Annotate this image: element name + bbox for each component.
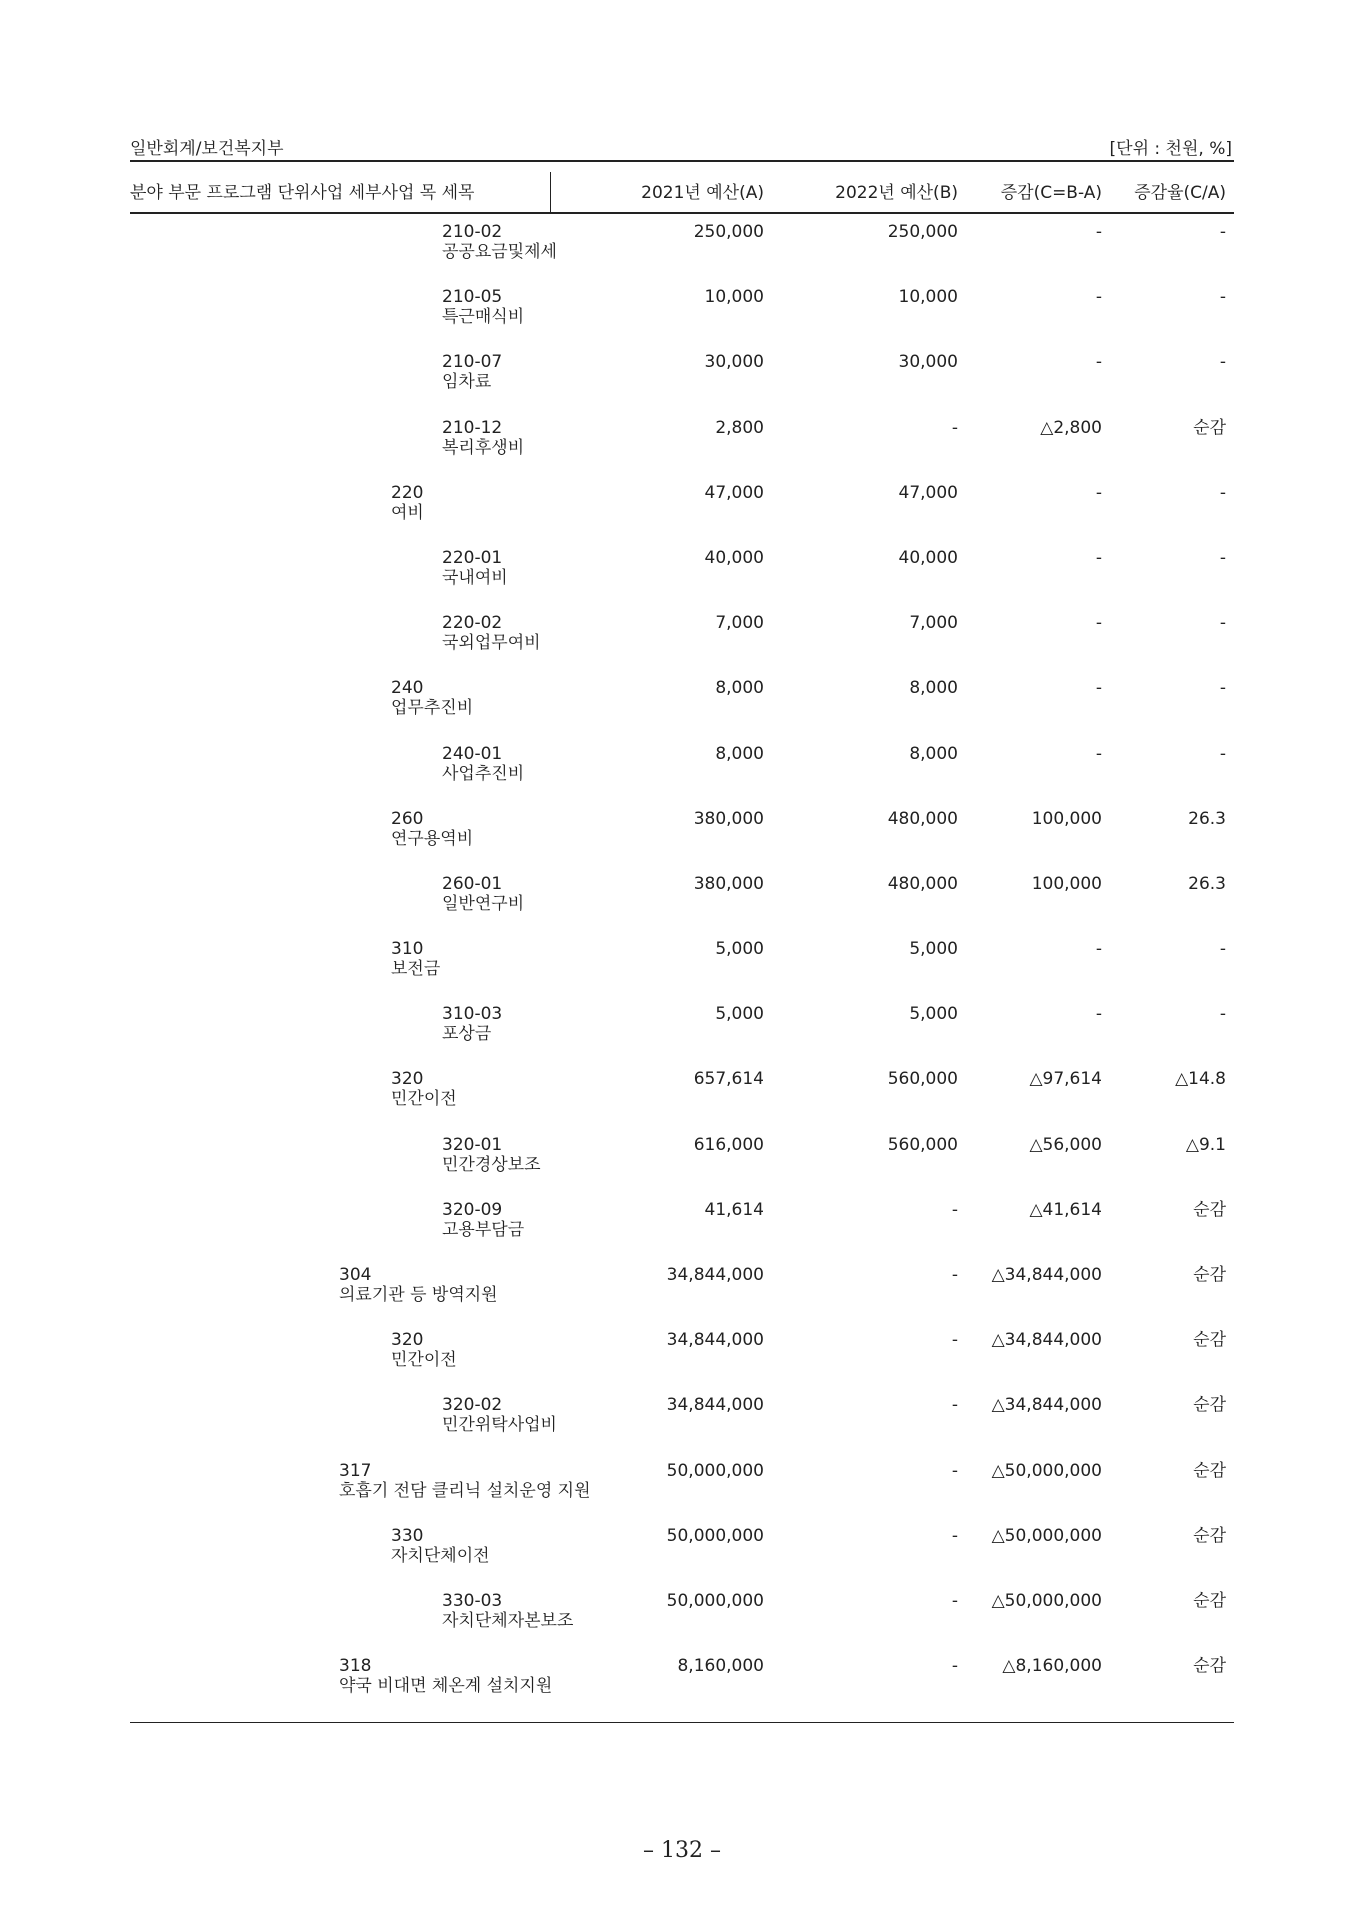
- row-2021-budget: 8,160,000: [677, 1656, 764, 1677]
- row-change: △2,800: [1040, 417, 1102, 438]
- table-row: [130, 874, 1234, 939]
- table-row: [130, 1656, 1234, 1721]
- table-row: [130, 1330, 1234, 1395]
- row-change: -: [1095, 287, 1102, 308]
- table-row: [130, 744, 1234, 809]
- row-change: △97,614: [1029, 1069, 1102, 1090]
- row-code: 320: [391, 1330, 424, 1351]
- row-change: -: [1095, 1004, 1102, 1025]
- row-code: 310-03: [442, 1004, 503, 1025]
- row-2021-budget: 7,000: [715, 613, 764, 634]
- row-name: 고용부담금: [442, 1219, 525, 1240]
- row-2021-budget: 47,000: [704, 482, 764, 503]
- row-code: 320-02: [442, 1395, 503, 1416]
- row-2022-budget: 7,000: [909, 613, 958, 634]
- row-2021-budget: 8,000: [715, 678, 764, 699]
- row-change-rate: -: [1219, 547, 1226, 568]
- row-change: -: [1095, 613, 1102, 634]
- row-2021-budget: 250,000: [693, 222, 764, 242]
- row-code: 320-01: [442, 1134, 503, 1155]
- row-change-rate: -: [1219, 939, 1226, 960]
- row-change: △8,160,000: [1002, 1656, 1102, 1677]
- row-change-rate: 순감: [1193, 1590, 1226, 1611]
- row-2021-budget: 5,000: [715, 1004, 764, 1025]
- row-change: △34,844,000: [991, 1395, 1102, 1416]
- table-row: [130, 1395, 1234, 1460]
- row-change-rate: 순감: [1193, 1525, 1226, 1546]
- row-name: 일반연구비: [442, 893, 525, 914]
- row-2022-budget: 47,000: [898, 482, 958, 503]
- table-row: [130, 287, 1234, 352]
- header-change: 증감(C=B-A): [1000, 183, 1102, 203]
- row-change-rate: 26.3: [1188, 873, 1226, 894]
- account-ministry-label: 일반회계/보건복지부: [130, 139, 284, 159]
- row-2022-budget: 5,000: [909, 1004, 958, 1025]
- row-change-rate: 순감: [1193, 1330, 1226, 1351]
- row-change: -: [1095, 743, 1102, 764]
- row-change: △50,000,000: [991, 1460, 1102, 1481]
- row-change-rate: 순감: [1193, 1656, 1226, 1677]
- row-change-rate: -: [1219, 287, 1226, 308]
- row-name: 자치단체이전: [391, 1545, 490, 1566]
- row-change: △50,000,000: [991, 1525, 1102, 1546]
- document-page: [130, 0, 1234, 1920]
- row-change: -: [1095, 678, 1102, 699]
- header-hierarchy: 분야 부문 프로그램 단위사업 세부사업 목 세목: [130, 183, 475, 203]
- row-change-rate: 순감: [1193, 1460, 1226, 1481]
- row-code: 210-07: [442, 352, 503, 373]
- row-change: -: [1095, 939, 1102, 960]
- row-code: 260: [391, 808, 424, 829]
- row-code: 220-02: [442, 613, 503, 634]
- table-row: [130, 1004, 1234, 1069]
- table-caption: [130, 134, 1234, 159]
- row-2021-budget: 30,000: [704, 352, 764, 373]
- page-number: – 132 –: [643, 1838, 721, 1863]
- row-change-rate: 순감: [1193, 417, 1226, 438]
- row-change-rate: △9.1: [1185, 1134, 1226, 1155]
- row-2022-budget: 480,000: [887, 873, 958, 894]
- row-2022-budget: 10,000: [898, 287, 958, 308]
- table-bottom-rule: [130, 1722, 1234, 1723]
- row-change: -: [1095, 352, 1102, 373]
- row-2021-budget: 50,000,000: [666, 1460, 764, 1481]
- unit-label: [단위 : 천원, %]: [1109, 139, 1232, 159]
- row-name: 공공요금및제세: [442, 242, 557, 262]
- row-name: 민간이전: [391, 1350, 457, 1371]
- row-2021-budget: 40,000: [704, 547, 764, 568]
- row-2021-budget: 380,000: [693, 873, 764, 894]
- row-code: 304: [339, 1265, 372, 1285]
- row-code: 240: [391, 678, 424, 699]
- row-change-rate: -: [1219, 743, 1226, 764]
- row-code: 318: [339, 1656, 372, 1677]
- row-2021-budget: 657,614: [693, 1069, 764, 1090]
- row-2022-budget: -: [951, 1525, 958, 1546]
- row-2022-budget: -: [951, 1330, 958, 1351]
- row-2021-budget: 380,000: [693, 808, 764, 829]
- row-name: 포상금: [442, 1024, 492, 1045]
- table-row: [130, 1461, 1234, 1526]
- row-code: 317: [339, 1460, 372, 1481]
- table-row: [130, 483, 1234, 548]
- row-change: △34,844,000: [991, 1330, 1102, 1351]
- row-name: 복리후생비: [442, 437, 525, 458]
- table-row: [130, 418, 1234, 483]
- row-name: 연구용역비: [391, 828, 474, 849]
- table-row: [130, 352, 1234, 417]
- table-row: [130, 222, 1234, 287]
- row-2022-budget: 480,000: [887, 808, 958, 829]
- table-row: [130, 1265, 1234, 1330]
- table-header: [130, 172, 1234, 212]
- row-2022-budget: -: [951, 1590, 958, 1611]
- row-name: 여비: [391, 502, 424, 523]
- table-row: [130, 613, 1234, 678]
- row-2021-budget: 34,844,000: [666, 1330, 764, 1351]
- row-change: 100,000: [1031, 808, 1102, 829]
- row-change-rate: -: [1219, 1004, 1226, 1025]
- table-row: [130, 1069, 1234, 1134]
- table-top-rule: [130, 160, 1234, 162]
- row-change-rate: -: [1219, 613, 1226, 634]
- row-code: 210-02: [442, 222, 503, 242]
- row-name: 민간경상보조: [442, 1154, 541, 1175]
- row-code: 330-03: [442, 1590, 503, 1611]
- row-2022-budget: -: [951, 1265, 958, 1285]
- row-code: 320: [391, 1069, 424, 1090]
- row-name: 사업추진비: [442, 763, 525, 784]
- row-code: 210-12: [442, 417, 503, 438]
- table-row: [130, 939, 1234, 1004]
- row-change-rate: -: [1219, 222, 1226, 242]
- table-row: [130, 1526, 1234, 1591]
- row-change: -: [1095, 482, 1102, 503]
- row-name: 보전금: [391, 959, 441, 980]
- row-name: 임차료: [442, 372, 492, 393]
- row-change-rate: 순감: [1193, 1265, 1226, 1285]
- row-name: 약국 비대면 체온계 설치지원: [339, 1676, 553, 1697]
- row-name: 국내여비: [442, 567, 508, 588]
- row-change-rate: 순감: [1193, 1395, 1226, 1416]
- row-2022-budget: 40,000: [898, 547, 958, 568]
- row-2022-budget: -: [951, 417, 958, 438]
- header-2022-budget: 2022년 예산(B): [835, 183, 958, 203]
- row-code: 320-09: [442, 1199, 503, 1220]
- row-code: 220: [391, 482, 424, 503]
- row-code: 220-01: [442, 547, 503, 568]
- row-change-rate: △14.8: [1175, 1069, 1226, 1090]
- row-2022-budget: 560,000: [887, 1134, 958, 1155]
- row-change-rate: -: [1219, 482, 1226, 503]
- row-change: △56,000: [1029, 1134, 1102, 1155]
- row-2022-budget: -: [951, 1199, 958, 1220]
- row-2021-budget: 8,000: [715, 743, 764, 764]
- row-code: 260-01: [442, 873, 503, 894]
- row-2021-budget: 10,000: [704, 287, 764, 308]
- row-change-rate: 26.3: [1188, 808, 1226, 829]
- row-2021-budget: 50,000,000: [666, 1590, 764, 1611]
- row-code: 240-01: [442, 743, 503, 764]
- row-code: 210-05: [442, 287, 503, 308]
- table-row: [130, 1200, 1234, 1265]
- row-2022-budget: -: [951, 1460, 958, 1481]
- row-2022-budget: 560,000: [887, 1069, 958, 1090]
- header-2021-budget: 2021년 예산(A): [641, 183, 764, 203]
- row-2022-budget: 8,000: [909, 678, 958, 699]
- row-name: 의료기관 등 방역지원: [339, 1285, 498, 1305]
- header-bottom-rule: [130, 212, 1234, 214]
- row-2021-budget: 50,000,000: [666, 1525, 764, 1546]
- row-change-rate: -: [1219, 352, 1226, 373]
- row-2022-budget: -: [951, 1656, 958, 1677]
- row-name: 특근매식비: [442, 307, 525, 328]
- row-code: 330: [391, 1525, 424, 1546]
- row-2021-budget: 2,800: [715, 417, 764, 438]
- row-name: 민간이전: [391, 1089, 457, 1110]
- row-2021-budget: 616,000: [693, 1134, 764, 1155]
- row-2021-budget: 41,614: [704, 1199, 764, 1220]
- row-2022-budget: 30,000: [898, 352, 958, 373]
- row-change: △50,000,000: [991, 1590, 1102, 1611]
- row-2021-budget: 5,000: [715, 939, 764, 960]
- table-row: [130, 678, 1234, 743]
- row-name: 호흡기 전담 클리닉 설치운영 지원: [339, 1480, 591, 1501]
- table-row: [130, 1591, 1234, 1656]
- row-name: 자치단체자본보조: [442, 1610, 574, 1631]
- row-2021-budget: 34,844,000: [666, 1265, 764, 1285]
- row-change: -: [1095, 547, 1102, 568]
- table-row: [130, 548, 1234, 613]
- row-change: -: [1095, 222, 1102, 242]
- row-2021-budget: 34,844,000: [666, 1395, 764, 1416]
- row-change: 100,000: [1031, 873, 1102, 894]
- row-change-rate: -: [1219, 678, 1226, 699]
- row-2022-budget: 8,000: [909, 743, 958, 764]
- header-divider: [550, 172, 551, 212]
- row-change: △41,614: [1029, 1199, 1102, 1220]
- row-change: △34,844,000: [991, 1265, 1102, 1285]
- table-row: [130, 1135, 1234, 1200]
- row-code: 310: [391, 939, 424, 960]
- table-body: [130, 222, 1234, 1721]
- row-name: 민간위탁사업비: [442, 1415, 557, 1436]
- table-row: [130, 809, 1234, 874]
- row-2022-budget: 250,000: [887, 222, 958, 242]
- row-2022-budget: -: [951, 1395, 958, 1416]
- row-name: 국외업무여비: [442, 633, 541, 654]
- row-change-rate: 순감: [1193, 1199, 1226, 1220]
- header-change-rate: 증감율(C/A): [1134, 183, 1226, 203]
- row-2022-budget: 5,000: [909, 939, 958, 960]
- row-name: 업무추진비: [391, 698, 474, 719]
